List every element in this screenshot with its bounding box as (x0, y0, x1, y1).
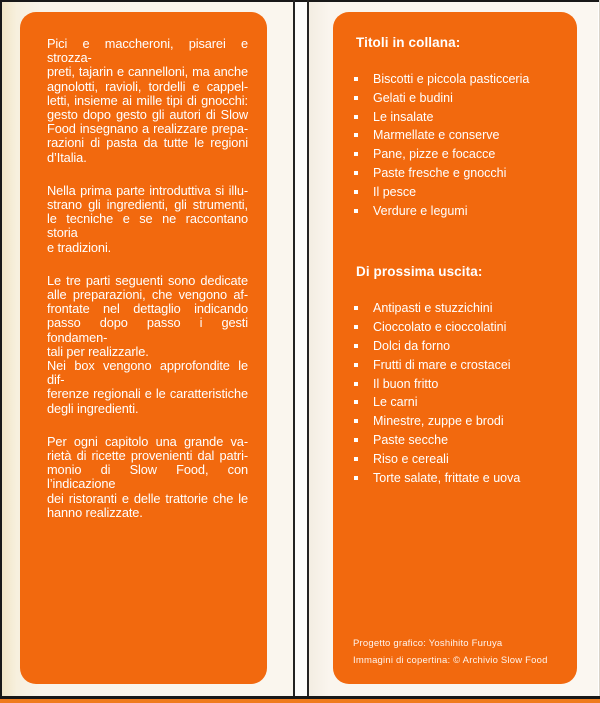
square-bullet-icon (354, 171, 358, 175)
square-bullet-icon (354, 152, 358, 156)
book-list-item (356, 126, 560, 145)
book-title-label: Il pesce (373, 184, 417, 199)
paragraph (47, 274, 248, 359)
book-list-item (356, 145, 560, 164)
book-list-item (356, 375, 560, 394)
section-heading-titoli-in-collana: Titoli in collana: (356, 35, 461, 50)
text-line: Nei box vengono approfondite le dif- (47, 358, 248, 388)
paragraph (47, 435, 248, 520)
left-orange-panel (20, 12, 267, 684)
text-line: e tradizioni. (47, 239, 112, 255)
book-title-label: Verdure e legumi (373, 203, 468, 218)
book-list-item (356, 183, 560, 202)
book-list-item (356, 89, 560, 108)
page-gap (295, 2, 307, 697)
text-line: tali per realizzarle. (47, 343, 149, 359)
book-list-item (356, 70, 560, 89)
square-bullet-icon (354, 306, 358, 310)
text-line: preti, tajarin e cannelloni, ma anche (47, 64, 248, 80)
book-title-label: Dolci da forno (373, 338, 451, 353)
text-line: ferenze regionali e le caratteristiche (47, 386, 248, 402)
book-list-item (356, 431, 560, 450)
left-panel-text (47, 37, 248, 539)
book-list-item (356, 299, 560, 318)
text-line: degli ingredienti. (47, 400, 139, 416)
square-bullet-icon (354, 96, 358, 100)
book-list-item (356, 202, 560, 221)
square-bullet-icon (354, 400, 358, 404)
book-title-label: Biscotti e piccola pasticceria (373, 72, 530, 86)
text-line: dei ristoranti e delle trattorie che le (47, 490, 248, 506)
book-title-label: Il buon fritto (373, 376, 439, 391)
book-list-item (356, 393, 560, 412)
text-line: gesto dopo gesto gli autori di Slow (47, 107, 248, 123)
text-line: Le tre parti seguenti sono dedicate (47, 272, 248, 288)
text-line: Per ogni capitolo una grande va- (47, 433, 248, 449)
square-bullet-icon (354, 115, 358, 119)
book-list-item (356, 318, 560, 337)
book-list-item (356, 469, 560, 488)
text-line: Nella prima parte introduttiva si illu- (47, 182, 248, 198)
titoli-in-collana-list (356, 70, 560, 220)
text-line: passo dopo passo i gesti fondamen- (47, 315, 248, 345)
page-divider-left-edge (293, 0, 295, 699)
book-list-item (356, 337, 560, 356)
text-line: le tecniche e se ne raccontano storia (47, 211, 248, 241)
text-line: rietà di ricette provenienti dal patri- (47, 448, 248, 464)
text-line: razioni di pasta da tutte le regioni (47, 135, 248, 151)
book-title-label: Gelati e budini (373, 90, 453, 105)
scan-border-top (0, 0, 600, 2)
book-title-label: Pane, pizze e focacce (373, 147, 496, 162)
square-bullet-icon (354, 457, 358, 461)
book-list-item (356, 412, 560, 431)
square-bullet-icon (354, 77, 358, 81)
text-line: hanno realizzate. (47, 504, 143, 520)
square-bullet-icon (354, 476, 358, 480)
di-prossima-uscita-list (356, 299, 560, 487)
square-bullet-icon (354, 363, 358, 367)
section-heading-di-prossima-uscita: Di prossima uscita: (356, 264, 483, 280)
text-line: monio di Slow Food, con l’indicazione (47, 462, 248, 492)
book-title-label: Antipasti e stuzzichini (373, 301, 493, 316)
square-bullet-icon (354, 190, 358, 194)
text-line: d’Italia. (47, 149, 87, 165)
text-line: letti, insieme ai mille tipi di gnocchi: (47, 92, 248, 108)
square-bullet-icon (354, 419, 358, 423)
square-bullet-icon (354, 344, 358, 348)
square-bullet-icon (354, 133, 358, 137)
book-title-label: Paste fresche e gnocchi (373, 165, 507, 180)
book-title-label: Marmellate e conserve (373, 128, 500, 143)
right-orange-panel (333, 12, 577, 684)
book-title-label: Torte salate, frittate e uova (373, 470, 521, 485)
book-title-label: Le insalate (373, 109, 434, 124)
paragraph (47, 184, 248, 255)
paragraph (47, 37, 248, 165)
book-title-label: Paste secche (373, 432, 449, 447)
square-bullet-icon (354, 382, 358, 386)
bottom-orange-bleed (0, 699, 600, 703)
credits (353, 636, 548, 669)
paragraph (47, 359, 248, 416)
book-title-label: Frutti di mare e crostacei (373, 357, 511, 372)
text-line: Food insegnano a realizzare prepa- (47, 121, 248, 137)
book-title-label: Minestre, zuppe e brodi (373, 414, 504, 429)
book-title-label: Cioccolato e cioccolatini (373, 320, 507, 335)
right-panel-content (356, 35, 560, 487)
book-title-label: Le carni (373, 395, 418, 410)
square-bullet-icon (354, 209, 358, 213)
credit-line-design: Progetto grafico: Yoshihito Furuya (353, 638, 503, 649)
credit-line-cover-images: Immagini di copertina: © Archivio Slow Food (353, 654, 548, 666)
square-bullet-icon (354, 438, 358, 442)
text-line: strano gli ingredienti, gli strumenti, (47, 197, 248, 213)
book-list-item (356, 164, 560, 183)
text-line: frontate nel dettaglio indicando (47, 301, 248, 317)
text-line: agnolotti, ravioli, tordelli e cappel- (47, 78, 248, 94)
book-title-label: Riso e cereali (373, 451, 449, 466)
book-list-item (356, 356, 560, 375)
scan-border-left (0, 0, 2, 699)
book-list-item (356, 108, 560, 127)
page-divider-right-edge (307, 0, 309, 699)
text-line: Pici e maccheroni, pisarei e strozza- (47, 36, 248, 66)
book-list-item (356, 450, 560, 469)
text-line: alle preparazioni, che vengono af- (47, 287, 248, 303)
square-bullet-icon (354, 325, 358, 329)
